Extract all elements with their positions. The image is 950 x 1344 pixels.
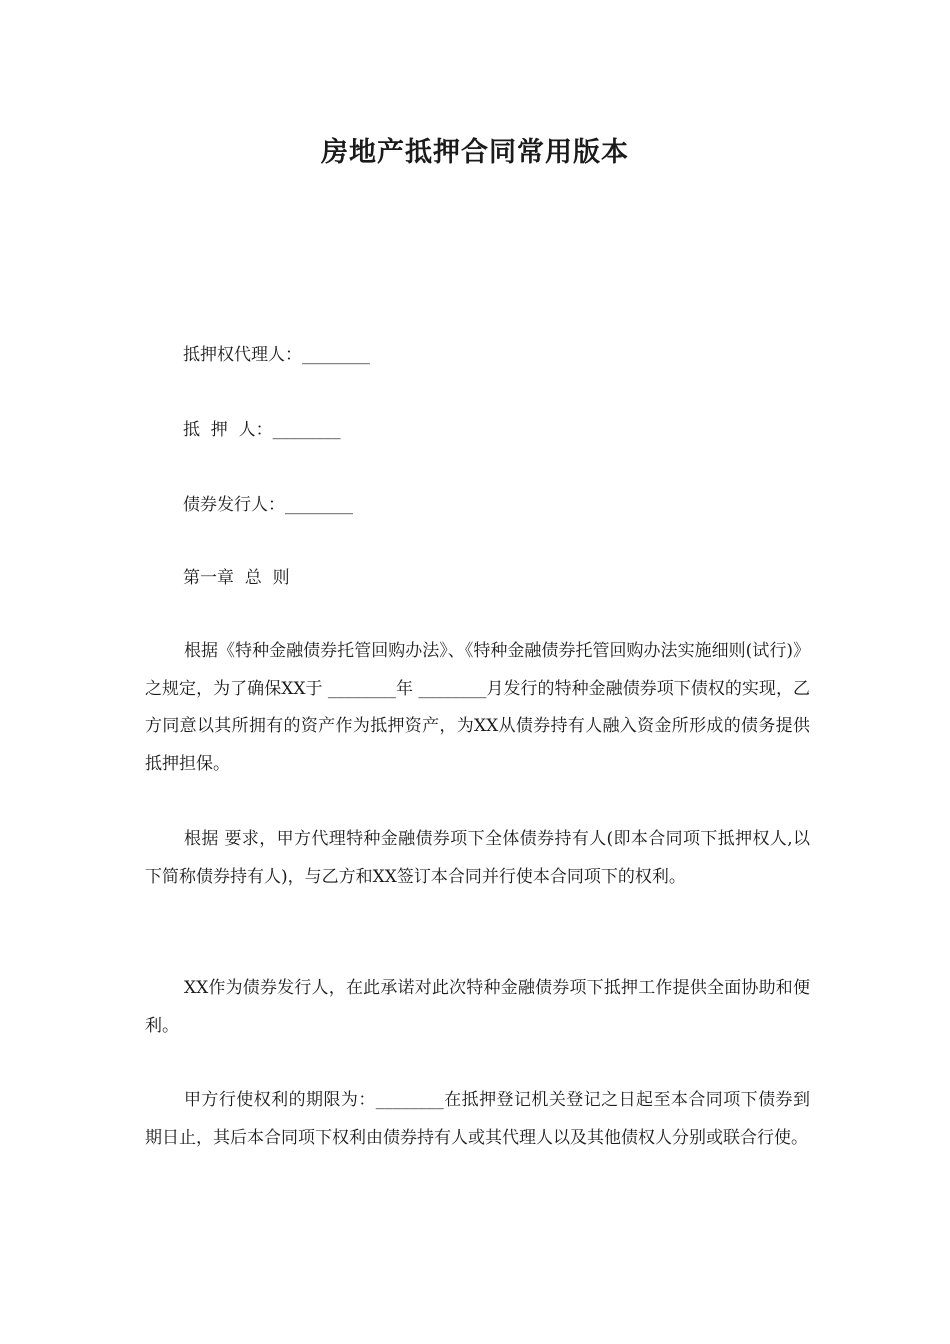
document-title: 房地产抵押合同常用版本 [321, 137, 629, 168]
paragraph-basis: 根据《特种金融债券托管回购办法》、《特种金融债券托管回购办法实施细则(试行)》之规定，为了确保XX于 ________年 ________月发行的特种金融债券项下债权的实现，乙方同意以其所拥有的资产作为抵押资产，为XX从债券持有人融入资金所形成的债务提供抵押担保。 [145, 641, 810, 774]
bond-issuer-field: 债券发行人：________ [183, 495, 353, 515]
paragraph-issuer-commitment: XX作为债券发行人，在此承诺对此次特种金融债券项下抵押工作提供全面协助和便利。 [145, 978, 810, 1036]
paragraph-agency: 根据 要求，甲方代理特种金融债券项下全体债券持有人(即本合同项下抵押权人,以下简称债券持有人)，与乙方和XX签订本合同并行使本合同项下的权利。 [145, 829, 810, 887]
chapter-heading: 第一章 总 则 [183, 568, 290, 588]
paragraph-term: 甲方行使权利的期限为：________在抵押登记机关登记之日起至本合同项下债券到期日止，其后本合同项下权利由债券持有人或其代理人以及其他债权人分别或联合行使。 [145, 1090, 810, 1148]
mortgagee-agent-field: 抵押权代理人：________ [183, 345, 370, 365]
mortgagor-field: 抵 押 人：________ [183, 420, 341, 440]
